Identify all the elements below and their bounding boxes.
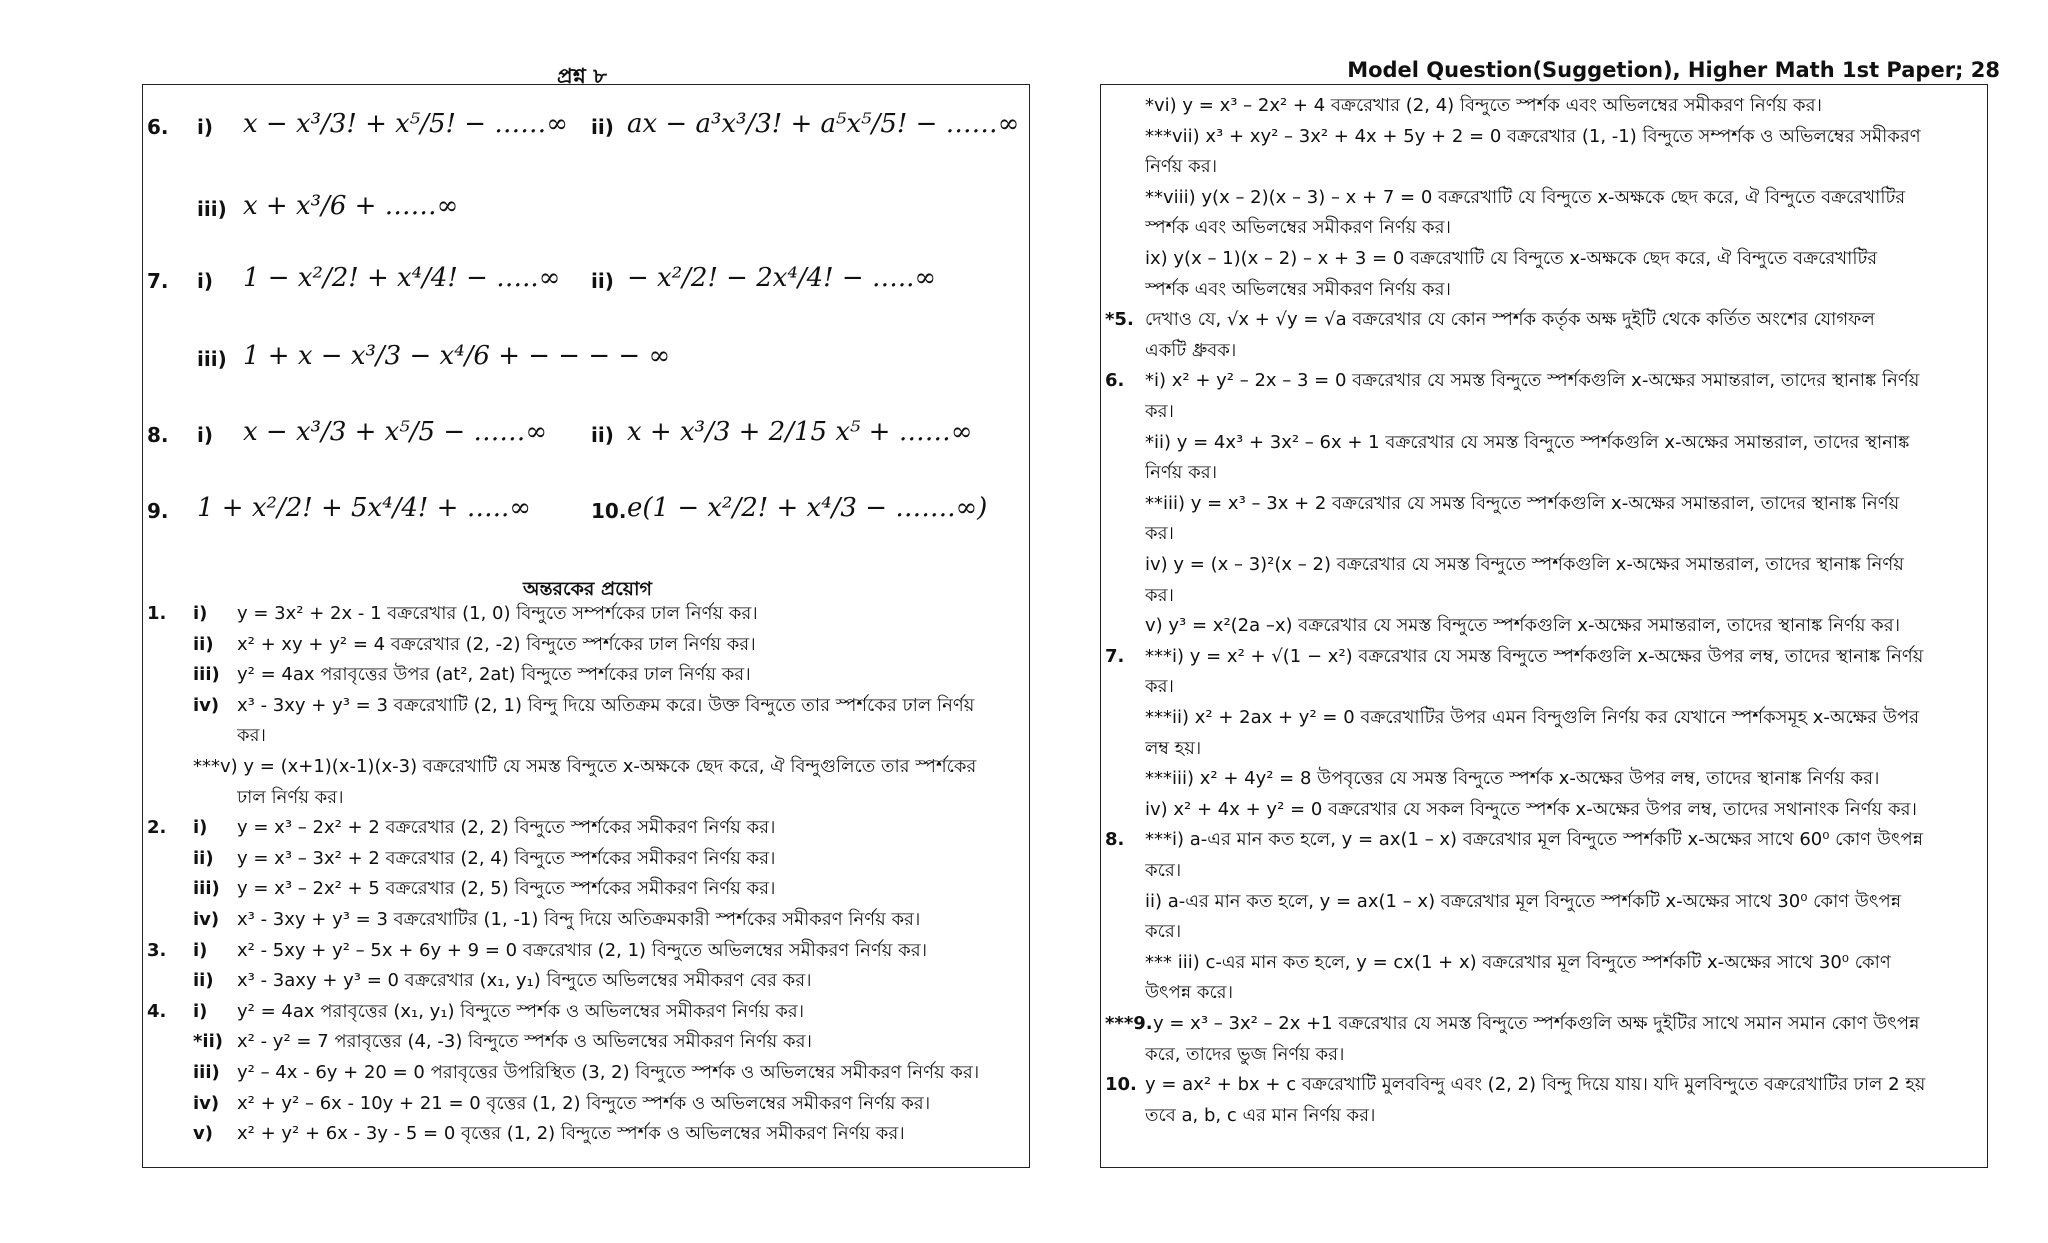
question-text: **viii) y(x – 2)(x – 3) – x + 7 = 0 বক্ররেখাটি যে বিন্দুতে x-অক্ষকে ছেদ করে, ঐ বিন্দুতে বক্ররেখাটির <box>1145 186 1906 208</box>
question-text: কর। <box>1145 676 1174 698</box>
question-text: ix) y(x – 1)(x – 2) – x + 3 = 0 বক্ররেখাটি যে বিন্দুতে x-অক্ষকে ছেদ করে, ঐ বিন্দুতে বক্ররেখাটির <box>1145 248 1878 269</box>
answer-label: i) <box>197 115 213 139</box>
answer-expression: 1 − x²/2! + x⁴/4! − …..∞ <box>243 263 561 293</box>
question-text: x² + y² + 6x - 3y - 5 = 0 বৃত্তের (1, 2) বিন্দুতে স্পর্শক ও অভিলম্বের সমীকরণ নির্ণয় কর। <box>237 1123 905 1145</box>
question-text: *i) x² + y² – 2x – 3 = 0 বক্ররেখার যে সমস্ত বিন্দুতে স্পর্শকগুলি x-অক্ষের সমান্তরাল, তাদের স্থানাঙ্ক নির্ণয় <box>1145 370 1920 392</box>
question-text: কর। <box>1145 401 1174 422</box>
question-sub-label: i) <box>193 939 208 961</box>
question-number: *5. <box>1105 309 1134 331</box>
question-number: 3. <box>147 939 167 961</box>
answer-number: 9. <box>147 499 169 523</box>
question-text: কর। <box>237 725 266 747</box>
question-text: iv) x² + 4x + y² = 0 বক্ররেখার যে সকল বিন্দুতে স্পর্শক x-অক্ষের উপর লম্ব, তাদের সথানাংক নির্ণয় কর। <box>1145 798 1917 820</box>
question-number: 10. <box>1105 1074 1137 1096</box>
question-number: 1. <box>147 603 167 624</box>
question-number: 2. <box>147 817 167 839</box>
section-title: অন্তরকের প্রয়োগ <box>523 578 652 600</box>
question-sub-label: i) <box>193 603 208 624</box>
question-text: করে, তাদের ভুজ নির্ণয় কর। <box>1145 1043 1345 1065</box>
question-text: ***v) y = (x+1)(x-1)(x-3) বক্ররেখাটি যে সমস্ত বিন্দুতে x-অক্ষকে ছেদ করে, ঐ বিন্দুগুলিতে তার স্পর্শকের <box>193 756 977 777</box>
question-text: iv) y = (x – 3)²(x – 2) বক্ররেখার যে সমস্ত বিন্দুতে স্পর্শকগুলি x-অক্ষের সমান্তরাল, তাদের স্থানাঙ্ক নির্ণয় <box>1145 554 1904 575</box>
question-text: y² – 4x - 6y + 20 = 0 পরাবৃত্তের উপরিস্থিত (3, 2) বিন্দুতে স্পর্শক ও অভিলম্বের সমীকরণ নির্ণয় কর। <box>237 1062 980 1083</box>
question-sub-label: iv) <box>193 694 220 716</box>
question-text: ***i) a-এর মান কত হলে, y = ax(1 – x) বক্ররেখার মূল বিন্দুতে স্পর্শকটি x-অক্ষের সাথে 60⁰ কোণ উৎপন্ন <box>1145 829 1924 851</box>
question-text: x² - y² = 7 পরাবৃত্তের (4, -3) বিন্দুতে স্পর্শক ও অভিলম্বের সমীকরণ নির্ণয় কর। <box>237 1031 812 1053</box>
question-sub-label: iii) <box>193 878 220 900</box>
answer-expression: 1 + x − x³/3 − x⁴/6 + − − − − ∞ <box>243 341 671 371</box>
question-text: x³ - 3xy + y³ = 3 বক্ররেখাটি (2, 1) বিন্দু দিয়ে অতিক্রম করে। উক্ত বিন্দুতে তার স্পর্শকের ঢাল নির্ণয় <box>237 694 975 716</box>
question-text: একটি ধ্রুবক। <box>1145 339 1237 361</box>
answer-label: ii) <box>591 115 614 139</box>
question-text: করে। <box>1145 921 1182 943</box>
answer-expression: x − x³/3 + x⁵/5 − ……∞ <box>243 417 548 447</box>
question-sub-label: iii) <box>193 1062 220 1083</box>
question-text: *ii) y = 4x³ + 3x² – 6x + 1 বক্ররেখার যে সমস্ত বিন্দুতে স্পর্শকগুলি x-অক্ষের সমান্তরাল, তাদের স্থানাঙ্ক <box>1145 431 1910 453</box>
answer-expression: − x²/2! − 2x⁴/4! − …..∞ <box>627 263 937 293</box>
question-text: ***i) y = x² + √(1 − x²) বক্ররেখার যে সমস্ত বিন্দুতে স্পর্শকগুলি x-অক্ষের উপর লম্ব, তাদের স্থানাঙ্ক নির্ণয় <box>1145 645 1924 667</box>
answer-label: iii) <box>197 347 227 371</box>
question-number: 7. <box>1105 645 1125 667</box>
question-sub-label: ii) <box>193 633 214 655</box>
question-sub-label: i) <box>193 1000 208 1022</box>
question-text: y = 3x² + 2x - 1 বক্ররেখার (1, 0) বিন্দুতে সম্পর্শকের ঢাল নির্ণয় কর। <box>237 603 758 624</box>
answer-label: i) <box>197 269 213 293</box>
page-header-left: প্রশ্ন ৮ <box>557 64 607 88</box>
question-text: y = x³ – 2x² + 2 বক্ররেখার (2, 2) বিন্দুতে স্পর্শকের সমীকরণ নির্ণয় কর। <box>237 817 776 839</box>
question-sub-label: ii) <box>193 847 214 869</box>
question-text: উৎপন্ন করে। <box>1145 982 1234 1004</box>
answer-number: 8. <box>147 423 169 447</box>
question-sub-label: i) <box>193 817 208 839</box>
question-sub-label: ii) <box>193 970 214 992</box>
question-text: ঢাল নির্ণয় কর। <box>237 786 344 808</box>
answer-label: 10. <box>591 499 627 523</box>
question-sub-label: iii) <box>193 664 220 686</box>
question-text: ***iii) x² + 4y² = 8 উপবৃত্তের যে সমস্ত বিন্দুতে স্পর্শক x-অক্ষের উপর লম্ব, তাদের স্থানাঙ্ক নির্ণয় কর। <box>1145 768 1880 790</box>
answer-expression: x − x³/3! + x⁵/5! − ……∞ <box>243 109 568 139</box>
question-text: স্পর্শক এবং অভিলম্বের সমীকরণ নির্ণয় কর। <box>1145 217 1451 239</box>
question-number: ***9. <box>1105 1013 1153 1034</box>
question-text: y = ax² + bx + c বক্ররেখাটি মুলববিন্দু এবং (2, 2) বিন্দু দিয়ে যায়। যদি মুলবিন্দুতে বক্ররেখাটির ঢাল 2 হয় <box>1145 1074 1926 1096</box>
question-text: নির্ণয় কর। <box>1145 462 1218 484</box>
page-header-right: Model Question(Suggetion), Higher Math 1st Paper; 28 <box>1347 58 2000 82</box>
question-text: y = x³ – 2x² + 5 বক্ররেখার (2, 5) বিন্দুতে স্পর্শকের সমীকরণ নির্ণয় কর। <box>237 878 776 900</box>
question-text: ***ii) x² + 2ax + y² = 0 বক্ররেখাটির উপর এমন বিন্দুগুলি নির্ণয় কর যেখানে স্পর্শকসমূহ x-অক্ষের উপর <box>1145 707 1920 728</box>
question-text: **iii) y = x³ – 3x + 2 বক্ররেখার যে সমস্ত বিন্দুতে স্পর্শকগুলি x-অক্ষের সমান্তরাল, তাদের স্থানাঙ্ক নির্ণয় <box>1145 492 1900 514</box>
question-sub-label: *ii) <box>193 1031 223 1053</box>
question-text: x² - 5xy + y² – 5x + 6y + 9 = 0 বক্ররেখার (2, 1) বিন্দুতে অভিলম্বের সমীকরণ নির্ণয় কর। <box>237 939 928 961</box>
answer-expression: x + x³/6 + ……∞ <box>243 191 459 221</box>
answer-label: ii) <box>591 269 614 293</box>
right-panel <box>1100 84 1988 1168</box>
answer-label: i) <box>197 423 213 447</box>
question-text: *vi) y = x³ – 2x² + 4 বক্ররেখার (2, 4) বিন্দুতে স্পর্শক এবং অভিলম্বের সমীকরণ নির্ণয় কর। <box>1145 95 1822 116</box>
question-sub-label: iv) <box>193 1092 220 1114</box>
question-sub-label: iv) <box>193 909 220 930</box>
answer-expression: x + x³/3 + 2/15 x⁵ + ……∞ <box>627 417 973 447</box>
question-text: x² + xy + y² = 4 বক্ররেখার (2, -2) বিন্দুতে স্পর্শকের ঢাল নির্ণয় কর। <box>237 633 756 655</box>
question-text: *** iii) c-এর মান কত হলে, y = cx(1 + x) বক্ররেখার মূল বিন্দুতে স্পর্শকটি x-অক্ষের সাথে 30⁰ কোণ <box>1145 951 1891 973</box>
question-text: x³ - 3axy + y³ = 0 বক্ররেখার (x₁, y₁) বিন্দুতে অভিলম্বের সমীকরণ বের কর। <box>237 970 812 992</box>
left-panel <box>142 84 1030 1168</box>
question-text: y = x³ – 3x² – 2x +1 বক্ররেখার যে সমস্ত বিন্দুতে স্পর্শকগুলি অক্ষ দুইটির সাথে সমান সমান কোণ উৎপন্ন <box>1153 1013 1920 1034</box>
question-text: ***vii) x³ + xy² – 3x² + 4x + 5y + 2 = 0 বক্ররেখার (1, -1) বিন্দুতে সম্পর্শক ও অভিলম্বের সমীকরণ <box>1145 125 1921 147</box>
question-text: y = x³ – 3x² + 2 বক্ররেখার (2, 4) বিন্দুতে স্পর্শকের সমীকরণ নির্ণয় কর। <box>237 847 776 869</box>
answer-expression: e(1 − x²/2! + x⁴/3 − …….∞) <box>627 493 988 523</box>
answer-number: 6. <box>147 115 169 139</box>
question-text: দেখাও যে, √x + √y = √a বক্ররেখার যে কোন স্পর্শক কর্তৃক অক্ষ দুইটি থেকে কর্তিত অংশের যোগফল <box>1145 309 1875 331</box>
answer-expression: 1 + x²/2! + 5x⁴/4! + …..∞ <box>197 493 531 523</box>
answer-label: ii) <box>591 423 614 447</box>
question-text: y² = 4ax পরাবৃত্তের (x₁, y₁) বিন্দুতে স্পর্শক ও অভিলম্বের সমীকরণ নির্ণয় কর। <box>237 1000 805 1022</box>
question-sub-label: v) <box>193 1123 213 1145</box>
answer-expression: ax − a³x³/3! + a⁵x⁵/5! − ……∞ <box>627 109 1020 139</box>
question-text: x³ - 3xy + y³ = 3 বক্ররেখাটির (1, -1) বিন্দু দিয়ে অতিক্রমকারী স্পর্শকের সমীকরণ নির্ণয় কর। <box>237 909 921 930</box>
question-number: 8. <box>1105 829 1125 851</box>
question-text: স্পর্শক এবং অভিলম্বের সমীকরণ নির্ণয় কর। <box>1145 278 1451 300</box>
question-text: নির্ণয় কর। <box>1145 156 1218 178</box>
question-text: কর। <box>1145 523 1174 545</box>
question-text: কর। <box>1145 584 1174 606</box>
question-number: 6. <box>1105 370 1125 392</box>
question-text: y² = 4ax পরাবৃত্তের উপর (at², 2at) বিন্দুতে স্পর্শকের ঢাল নির্ণয় কর। <box>237 664 751 686</box>
question-number: 4. <box>147 1000 167 1022</box>
question-text: v) y³ = x²(2a –x) বক্ররেখার যে সমস্ত বিন্দুতে স্পর্শকগুলি x-অক্ষের সমান্তরাল, তাদের স্থানাঙ্ক নির্ণয় কর। <box>1145 615 1901 637</box>
question-text: x² + y² – 6x - 10y + 21 = 0 বৃত্তের (1, 2) বিন্দুতে স্পর্শক ও অভিলম্বের সমীকরণ নির্ণয় কর। <box>237 1092 931 1114</box>
answer-label: iii) <box>197 197 227 221</box>
question-text: লম্ব হয়। <box>1145 737 1202 759</box>
question-text: তবে a, b, c এর মান নির্ণয় কর। <box>1145 1104 1376 1126</box>
answer-number: 7. <box>147 269 169 293</box>
question-text: করে। <box>1145 860 1182 881</box>
question-text: ii) a-এর মান কত হলে, y = ax(1 – x) বক্ররেখার মূল বিন্দুতে স্পর্শকটি x-অক্ষের সাথে 30⁰ কোণ উৎপন্ন <box>1145 890 1902 912</box>
